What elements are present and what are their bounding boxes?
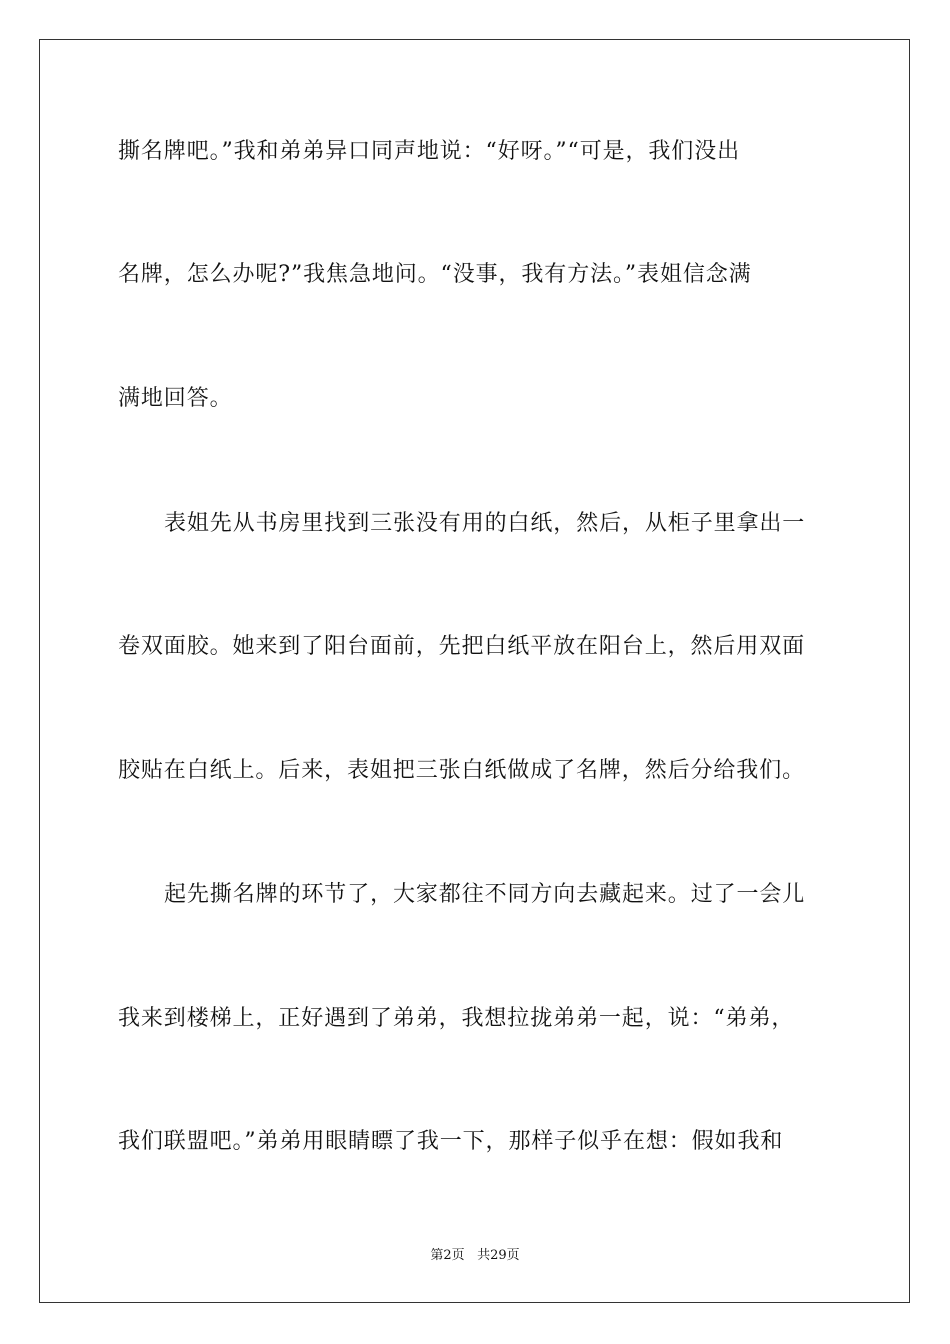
page-number: 第2页 <box>430 1248 465 1263</box>
text-line-6: 胶贴在白纸上。后来，表姐把三张白纸做成了名牌，然后分给我们。 <box>118 758 806 783</box>
text-line-3: 满地回答。 <box>118 386 233 411</box>
text-line-7: 起先撕名牌的环节了，大家都往不同方向去藏起来。过了一会儿 <box>164 882 806 907</box>
text-line-5: 卷双面胶。她来到了阳台面前，先把白纸平放在阳台上，然后用双面 <box>118 634 806 659</box>
text-line-2: 名牌，怎么办呢?”我焦急地问。“没事，我有方法。”表姐信念满 <box>118 262 752 287</box>
total-pages: 共29页 <box>477 1248 520 1263</box>
text-line-9: 我们联盟吧。”弟弟用眼睛瞟了我一下，那样子似乎在想：假如我和 <box>118 1129 784 1154</box>
page-footer <box>0 1247 950 1265</box>
page-border <box>39 39 910 1303</box>
text-line-8: 我来到楼梯上，正好遇到了弟弟，我想拉拢弟弟一起，说：“弟弟， <box>118 1006 795 1031</box>
text-line-1: 撕名牌吧。”我和弟弟异口同声地说：“好呀。”“可是，我们没出 <box>118 139 740 164</box>
text-line-4: 表姐先从书房里找到三张没有用的白纸，然后，从柜子里拿出一 <box>164 511 806 536</box>
